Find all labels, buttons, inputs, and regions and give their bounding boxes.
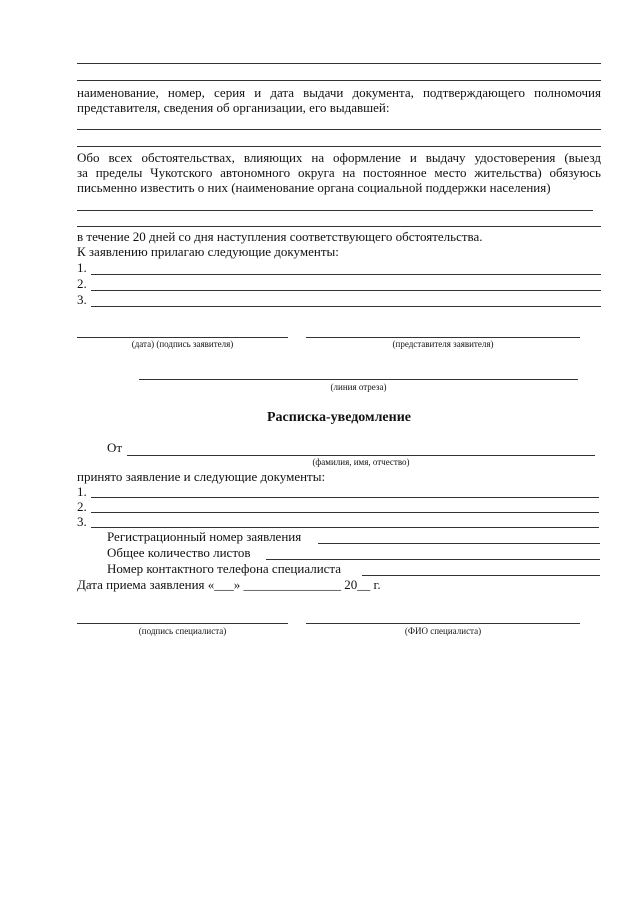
document-line[interactable] [91, 497, 599, 498]
attachment-number: 2. [77, 276, 87, 291]
sheets-label: Общее количество листов [107, 545, 251, 560]
sign-rep-caption: (представителя заявителя) [392, 339, 494, 349]
blank-line[interactable] [77, 80, 601, 81]
cut-line-caption: (линия отреза) [330, 382, 387, 392]
obligation-paragraph: за пределы Чукотского автономного округа на постоянное место жительства) обязуюсь [77, 165, 601, 180]
phone-label: Номер контактного телефона специалиста [107, 561, 342, 576]
blank-line[interactable] [77, 226, 601, 227]
blank-line[interactable] [77, 129, 601, 130]
document-number: 1. [77, 484, 87, 499]
attachment-line[interactable] [91, 306, 601, 307]
sheets-field[interactable] [266, 559, 600, 560]
obligation-paragraph: Обо всех обстоятельствах, влияющих на оформление и выдачу удостоверения (выезд [77, 150, 601, 165]
representative-doc-caption: наименование, номер, серия и дата выдачи документа, подтверждающего полномочия [77, 85, 601, 100]
document-line[interactable] [91, 512, 599, 513]
deadline-text: в течение 20 дней со дня наступления соответствующего обстоятельства. [77, 229, 483, 244]
phone-field[interactable] [362, 575, 600, 576]
blank-line[interactable] [77, 146, 601, 147]
attachment-number: 3. [77, 292, 87, 307]
date-received[interactable]: Дата приема заявления «___» _______________ 20__ г. [77, 577, 381, 592]
from-field-line[interactable] [127, 455, 595, 456]
signature-line[interactable] [77, 623, 288, 624]
from-caption: (фамилия, имя, отчество) [312, 457, 410, 467]
signature-line[interactable] [77, 337, 288, 338]
from-label: От [107, 440, 123, 455]
attachment-line[interactable] [91, 290, 601, 291]
obligation-paragraph: письменно известить о них (наименование органа социальной поддержки населения) [77, 180, 551, 195]
signature-line[interactable] [306, 337, 580, 338]
receipt-title: Расписка-уведомление [267, 410, 411, 425]
blank-line[interactable] [77, 210, 593, 211]
sign-date-caption: (дата) (подпись заявителя) [131, 339, 234, 349]
signature-line[interactable] [306, 623, 580, 624]
representative-doc-caption: представителя, сведения об организации, его выдавшей: [77, 100, 390, 115]
specialist-name-caption: (ФИО специалиста) [404, 626, 482, 636]
document-line[interactable] [91, 527, 599, 528]
blank-line[interactable] [77, 63, 601, 64]
document-number: 2. [77, 499, 87, 514]
specialist-sign-caption: (подпись специалиста) [138, 626, 227, 636]
attachments-intro: К заявлению прилагаю следующие документы: [77, 244, 339, 259]
cut-line [139, 379, 578, 380]
reg-number-field[interactable] [318, 543, 600, 544]
attachment-number: 1. [77, 260, 87, 275]
accepted-text: принято заявление и следующие документы: [77, 469, 326, 484]
reg-number-label: Регистрационный номер заявления [107, 529, 302, 544]
attachment-line[interactable] [91, 274, 601, 275]
document-number: 3. [77, 514, 87, 529]
